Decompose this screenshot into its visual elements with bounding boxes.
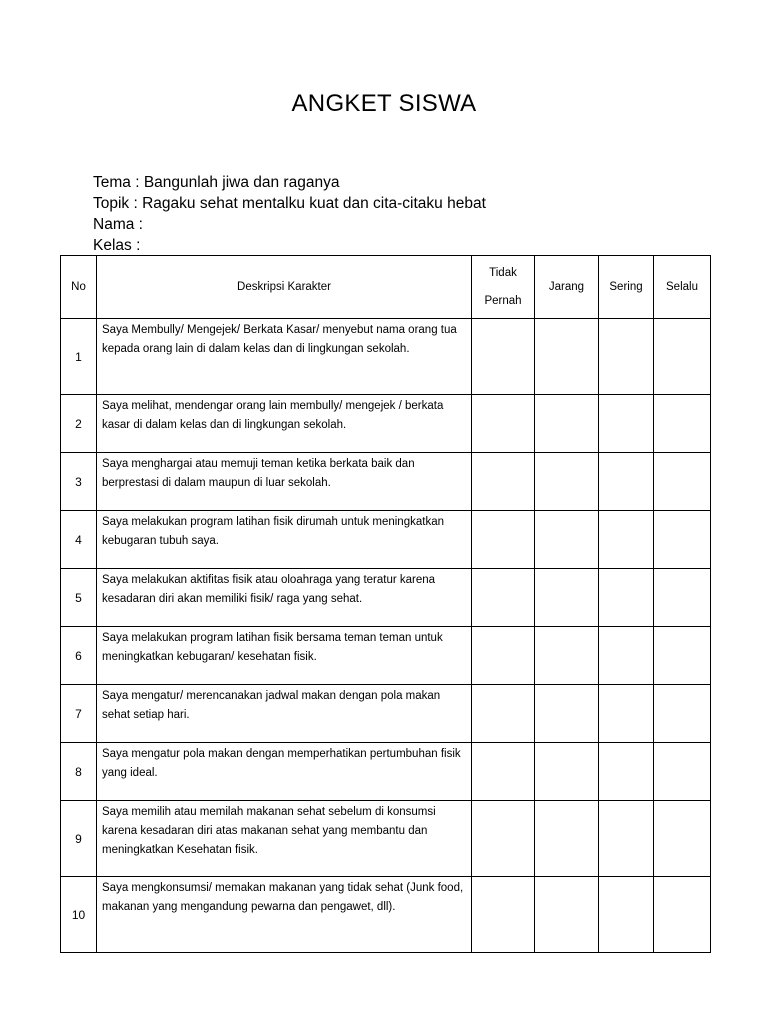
row-description: Saya melakukan aktifitas fisik atau oloahraga yang teratur karena kesadaran diri akan memiliki fisik/ raga yang sehat. bbox=[97, 569, 472, 627]
table-row bbox=[61, 801, 711, 877]
cell-selalu[interactable] bbox=[654, 877, 711, 953]
cell-jarang[interactable] bbox=[535, 685, 599, 743]
cell-jarang[interactable] bbox=[535, 453, 599, 511]
cell-selalu[interactable] bbox=[654, 569, 711, 627]
cell-tidak-pernah[interactable] bbox=[472, 569, 535, 627]
cell-sering[interactable] bbox=[599, 877, 654, 953]
cell-sering[interactable] bbox=[599, 801, 654, 877]
cell-jarang[interactable] bbox=[535, 511, 599, 569]
cell-jarang[interactable] bbox=[535, 801, 599, 877]
cell-tidak-pernah[interactable] bbox=[472, 743, 535, 801]
table-row bbox=[61, 453, 711, 511]
cell-tidak-pernah[interactable] bbox=[472, 685, 535, 743]
cell-sering[interactable] bbox=[599, 511, 654, 569]
cell-selalu[interactable] bbox=[654, 395, 711, 453]
table-row bbox=[61, 569, 711, 627]
header-pernah-label: Pernah bbox=[484, 295, 522, 307]
cell-tidak-pernah[interactable] bbox=[472, 801, 535, 877]
cell-selalu[interactable] bbox=[654, 319, 711, 395]
cell-tidak-pernah[interactable] bbox=[472, 319, 535, 395]
table-row bbox=[61, 627, 711, 685]
row-description: Saya memilih atau memilah makanan sehat sebelum di konsumsi karena kesadaran diri atas makanan sehat yang membantu dan meningkatkan Kesehatan fisik. bbox=[97, 801, 472, 877]
header-sering: Sering bbox=[599, 256, 654, 319]
table-row bbox=[61, 685, 711, 743]
cell-selalu[interactable] bbox=[654, 511, 711, 569]
info-tema: Tema : Bangunlah jiwa dan raganya bbox=[93, 174, 340, 191]
row-number: 9 bbox=[61, 801, 97, 877]
header-deskripsi: Deskripsi Karakter bbox=[97, 256, 472, 319]
cell-jarang[interactable] bbox=[535, 319, 599, 395]
table-header-row bbox=[61, 256, 711, 319]
cell-jarang[interactable] bbox=[535, 569, 599, 627]
row-number: 3 bbox=[61, 453, 97, 511]
cell-sering[interactable] bbox=[599, 685, 654, 743]
cell-sering[interactable] bbox=[599, 319, 654, 395]
cell-sering[interactable] bbox=[599, 395, 654, 453]
cell-jarang[interactable] bbox=[535, 743, 599, 801]
cell-jarang[interactable] bbox=[535, 395, 599, 453]
row-number: 7 bbox=[61, 685, 97, 743]
table-row bbox=[61, 319, 711, 395]
row-number: 4 bbox=[61, 511, 97, 569]
row-number: 8 bbox=[61, 743, 97, 801]
cell-sering[interactable] bbox=[599, 743, 654, 801]
row-number: 1 bbox=[61, 319, 97, 395]
cell-tidak-pernah[interactable] bbox=[472, 453, 535, 511]
cell-sering[interactable] bbox=[599, 569, 654, 627]
row-description: Saya mengatur pola makan dengan memperhatikan pertumbuhan fisik yang ideal. bbox=[97, 743, 472, 801]
cell-tidak-pernah[interactable] bbox=[472, 395, 535, 453]
survey-info bbox=[93, 172, 486, 256]
survey-table bbox=[60, 255, 711, 953]
row-description: Saya melihat, mendengar orang lain membully/ mengejek / berkata kasar di dalam kelas dan di lingkungan sekolah. bbox=[97, 395, 472, 453]
header-selalu: Selalu bbox=[654, 256, 711, 319]
info-nama: Nama : bbox=[93, 216, 143, 233]
cell-selalu[interactable] bbox=[654, 801, 711, 877]
row-description: Saya mengatur/ merencanakan jadwal makan dengan pola makan sehat setiap hari. bbox=[97, 685, 472, 743]
cell-tidak-pernah[interactable] bbox=[472, 877, 535, 953]
row-description: Saya mengkonsumsi/ memakan makanan yang tidak sehat (Junk food, makanan yang mengandung pewarna dan pengawet, dll). bbox=[97, 877, 472, 953]
header-tidak-label: Tidak bbox=[489, 267, 517, 279]
header-jarang: Jarang bbox=[535, 256, 599, 319]
row-number: 2 bbox=[61, 395, 97, 453]
header-no: No bbox=[61, 256, 97, 319]
table-row bbox=[61, 877, 711, 953]
header-tidak-pernah bbox=[472, 256, 535, 319]
cell-sering[interactable] bbox=[599, 627, 654, 685]
cell-jarang[interactable] bbox=[535, 877, 599, 953]
row-description: Saya menghargai atau memuji teman ketika berkata baik dan berprestasi di dalam maupun di luar sekolah. bbox=[97, 453, 472, 511]
row-description: Saya melakukan program latihan fisik dirumah untuk meningkatkan kebugaran tubuh saya. bbox=[97, 511, 472, 569]
cell-tidak-pernah[interactable] bbox=[472, 627, 535, 685]
table-row bbox=[61, 511, 711, 569]
row-number: 10 bbox=[61, 877, 97, 953]
cell-jarang[interactable] bbox=[535, 627, 599, 685]
cell-sering[interactable] bbox=[599, 453, 654, 511]
table-row bbox=[61, 395, 711, 453]
cell-selalu[interactable] bbox=[654, 685, 711, 743]
row-description: Saya Membully/ Mengejek/ Berkata Kasar/ menyebut nama orang tua kepada orang lain di dalam kelas dan di lingkungan sekolah. bbox=[97, 319, 472, 395]
table-row bbox=[61, 743, 711, 801]
row-number: 6 bbox=[61, 627, 97, 685]
cell-selalu[interactable] bbox=[654, 627, 711, 685]
cell-tidak-pernah[interactable] bbox=[472, 511, 535, 569]
cell-selalu[interactable] bbox=[654, 453, 711, 511]
row-number: 5 bbox=[61, 569, 97, 627]
info-topik: Topik : Ragaku sehat mentalku kuat dan cita-citaku hebat bbox=[93, 195, 486, 212]
page-title: ANGKET SISWA bbox=[291, 90, 477, 117]
info-kelas: Kelas : bbox=[93, 237, 141, 254]
row-description: Saya melakukan program latihan fisik bersama teman teman untuk meningkatkan kebugaran/ kesehatan fisik. bbox=[97, 627, 472, 685]
cell-selalu[interactable] bbox=[654, 743, 711, 801]
